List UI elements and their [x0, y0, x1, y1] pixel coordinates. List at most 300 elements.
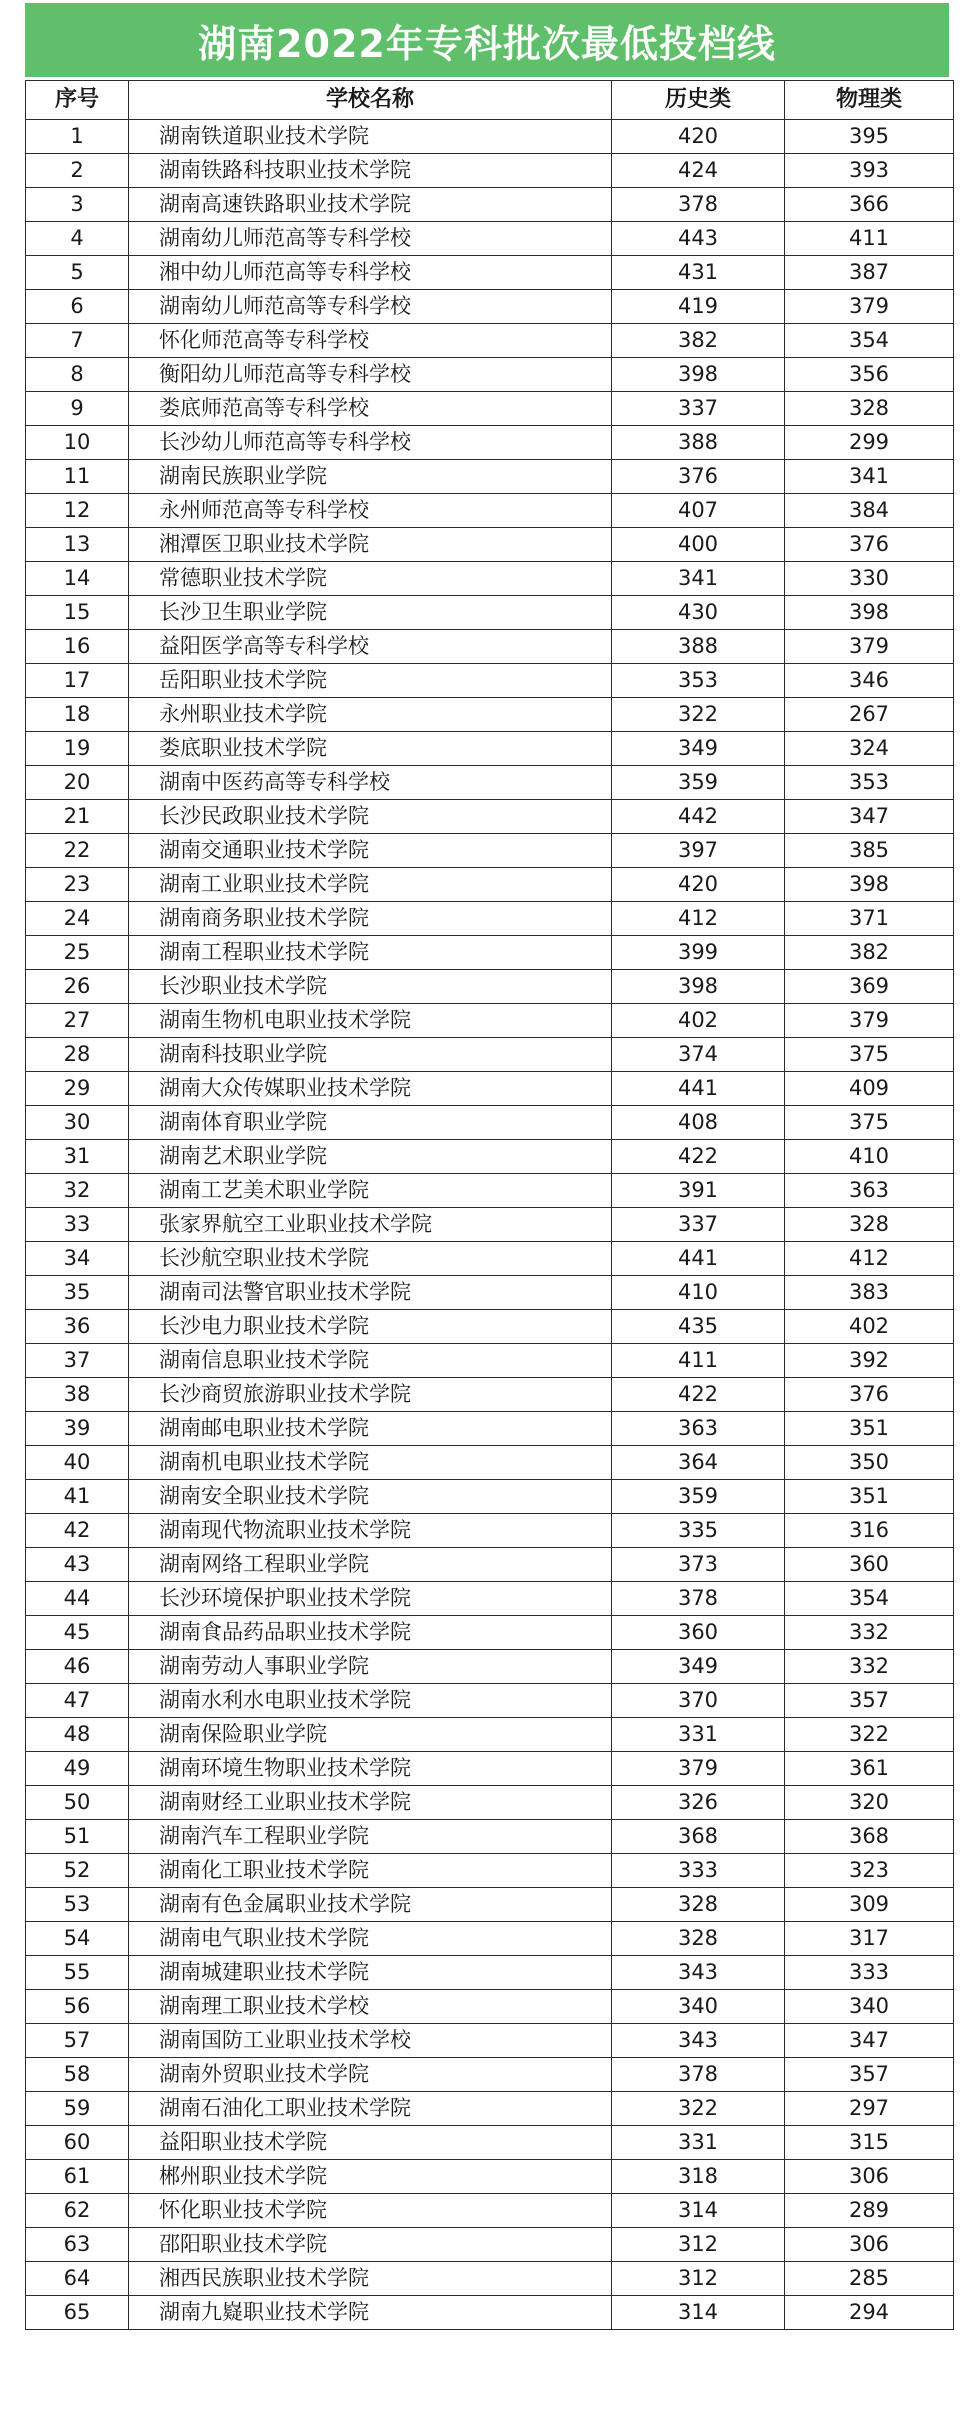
physics-score: 285: [785, 2262, 954, 2296]
physics-score: 317: [785, 1922, 954, 1956]
table-row: [26, 1038, 954, 1072]
school-name: 湖南保险职业学院: [129, 1718, 612, 1752]
school-name: 岳阳职业技术学院: [129, 664, 612, 698]
history-score: 410: [612, 1276, 785, 1310]
history-score: 341: [612, 562, 785, 596]
school-name: 湖南工艺美术职业学院: [129, 1174, 612, 1208]
history-score: 349: [612, 1650, 785, 1684]
row-number: 13: [26, 528, 129, 562]
history-score: 314: [612, 2194, 785, 2228]
history-score: 422: [612, 1140, 785, 1174]
table-row: [26, 2296, 954, 2330]
row-number: 27: [26, 1004, 129, 1038]
row-number: 34: [26, 1242, 129, 1276]
row-number: 3: [26, 188, 129, 222]
school-name: 湖南城建职业技术学院: [129, 1956, 612, 1990]
header-school-name: 学校名称: [129, 81, 612, 120]
header-no: 序号: [26, 81, 129, 120]
history-score: 441: [612, 1242, 785, 1276]
physics-score: 353: [785, 766, 954, 800]
table-row: [26, 834, 954, 868]
row-number: 18: [26, 698, 129, 732]
row-number: 43: [26, 1548, 129, 1582]
history-score: 407: [612, 494, 785, 528]
physics-score: 341: [785, 460, 954, 494]
history-score: 435: [612, 1310, 785, 1344]
row-number: 37: [26, 1344, 129, 1378]
row-number: 9: [26, 392, 129, 426]
table-row: [26, 1650, 954, 1684]
school-name: 湖南工业职业技术学院: [129, 868, 612, 902]
table-row: [26, 392, 954, 426]
physics-score: 297: [785, 2092, 954, 2126]
physics-score: 324: [785, 732, 954, 766]
physics-score: 350: [785, 1446, 954, 1480]
table-row: [26, 766, 954, 800]
physics-score: 398: [785, 868, 954, 902]
table-row: [26, 596, 954, 630]
physics-score: 294: [785, 2296, 954, 2330]
physics-score: 267: [785, 698, 954, 732]
school-name: 湖南商务职业技术学院: [129, 902, 612, 936]
physics-score: 398: [785, 596, 954, 630]
history-score: 360: [612, 1616, 785, 1650]
row-number: 44: [26, 1582, 129, 1616]
table-row: [26, 154, 954, 188]
table-row: [26, 1786, 954, 1820]
school-name: 娄底职业技术学院: [129, 732, 612, 766]
school-name: 湖南体育职业学院: [129, 1106, 612, 1140]
history-score: 412: [612, 902, 785, 936]
physics-score: 309: [785, 1888, 954, 1922]
row-number: 41: [26, 1480, 129, 1514]
row-number: 57: [26, 2024, 129, 2058]
row-number: 22: [26, 834, 129, 868]
physics-score: 371: [785, 902, 954, 936]
table-row: [26, 426, 954, 460]
school-name: 怀化师范高等专科学校: [129, 324, 612, 358]
physics-score: 411: [785, 222, 954, 256]
school-name: 湖南司法警官职业技术学院: [129, 1276, 612, 1310]
row-number: 47: [26, 1684, 129, 1718]
history-score: 337: [612, 392, 785, 426]
school-name: 湖南有色金属职业技术学院: [129, 1888, 612, 1922]
history-score: 398: [612, 358, 785, 392]
history-score: 399: [612, 936, 785, 970]
school-name: 湖南信息职业技术学院: [129, 1344, 612, 1378]
school-name: 湖南电气职业技术学院: [129, 1922, 612, 1956]
physics-score: 379: [785, 1004, 954, 1038]
physics-score: 328: [785, 1208, 954, 1242]
physics-score: 323: [785, 1854, 954, 1888]
school-name: 湖南幼儿师范高等专科学校: [129, 290, 612, 324]
physics-score: 289: [785, 2194, 954, 2228]
physics-score: 306: [785, 2228, 954, 2262]
row-number: 35: [26, 1276, 129, 1310]
row-number: 64: [26, 2262, 129, 2296]
history-score: 331: [612, 2126, 785, 2160]
table-row: [26, 1412, 954, 1446]
history-score: 364: [612, 1446, 785, 1480]
row-number: 38: [26, 1378, 129, 1412]
table-row: [26, 1446, 954, 1480]
physics-score: 322: [785, 1718, 954, 1752]
table-row: [26, 1174, 954, 1208]
table-row: [26, 664, 954, 698]
table-row: [26, 2092, 954, 2126]
school-name: 怀化职业技术学院: [129, 2194, 612, 2228]
history-score: 378: [612, 188, 785, 222]
row-number: 31: [26, 1140, 129, 1174]
history-score: 374: [612, 1038, 785, 1072]
school-name: 湘潭医卫职业技术学院: [129, 528, 612, 562]
row-number: 54: [26, 1922, 129, 1956]
school-name: 湖南国防工业职业技术学校: [129, 2024, 612, 2058]
row-number: 20: [26, 766, 129, 800]
physics-score: 363: [785, 1174, 954, 1208]
physics-score: 375: [785, 1038, 954, 1072]
history-score: 349: [612, 732, 785, 766]
history-score: 378: [612, 1582, 785, 1616]
history-score: 337: [612, 1208, 785, 1242]
row-number: 30: [26, 1106, 129, 1140]
table-row: [26, 1140, 954, 1174]
table-row: [26, 1310, 954, 1344]
history-score: 368: [612, 1820, 785, 1854]
physics-score: 366: [785, 188, 954, 222]
table-row: [26, 800, 954, 834]
header-physics: 物理类: [785, 81, 954, 120]
history-score: 398: [612, 970, 785, 1004]
row-number: 63: [26, 2228, 129, 2262]
history-score: 391: [612, 1174, 785, 1208]
history-score: 312: [612, 2228, 785, 2262]
table-row: [26, 1208, 954, 1242]
school-name: 湖南幼儿师范高等专科学校: [129, 222, 612, 256]
score-table: [25, 80, 954, 2330]
history-score: 388: [612, 630, 785, 664]
history-score: 333: [612, 1854, 785, 1888]
history-score: 424: [612, 154, 785, 188]
physics-score: 368: [785, 1820, 954, 1854]
history-score: 422: [612, 1378, 785, 1412]
table-row: [26, 1854, 954, 1888]
physics-score: 330: [785, 562, 954, 596]
row-number: 36: [26, 1310, 129, 1344]
row-number: 56: [26, 1990, 129, 2024]
row-number: 28: [26, 1038, 129, 1072]
row-number: 4: [26, 222, 129, 256]
table-row: [26, 1276, 954, 1310]
physics-score: 332: [785, 1650, 954, 1684]
school-name: 湖南中医药高等专科学校: [129, 766, 612, 800]
table-row: [26, 1922, 954, 1956]
physics-score: 379: [785, 630, 954, 664]
school-name: 湖南机电职业技术学院: [129, 1446, 612, 1480]
table-row: [26, 1514, 954, 1548]
table-row: [26, 1072, 954, 1106]
school-name: 衡阳幼儿师范高等专科学校: [129, 358, 612, 392]
table-row: [26, 1956, 954, 1990]
table-body: [26, 120, 954, 2330]
physics-score: 410: [785, 1140, 954, 1174]
row-number: 19: [26, 732, 129, 766]
table-row: [26, 936, 954, 970]
table-row: [26, 1242, 954, 1276]
school-name: 长沙民政职业技术学院: [129, 800, 612, 834]
table-row: [26, 222, 954, 256]
physics-score: 346: [785, 664, 954, 698]
physics-score: 379: [785, 290, 954, 324]
history-score: 442: [612, 800, 785, 834]
physics-score: 351: [785, 1480, 954, 1514]
physics-score: 393: [785, 154, 954, 188]
history-score: 326: [612, 1786, 785, 1820]
history-score: 443: [612, 222, 785, 256]
school-name: 长沙环境保护职业技术学院: [129, 1582, 612, 1616]
table-row: [26, 324, 954, 358]
school-name: 湖南水利水电职业技术学院: [129, 1684, 612, 1718]
row-number: 5: [26, 256, 129, 290]
physics-score: 356: [785, 358, 954, 392]
school-name: 永州师范高等专科学校: [129, 494, 612, 528]
table-row: [26, 358, 954, 392]
physics-score: 361: [785, 1752, 954, 1786]
physics-score: 376: [785, 528, 954, 562]
school-name: 湖南九嶷职业技术学院: [129, 2296, 612, 2330]
physics-score: 409: [785, 1072, 954, 1106]
physics-score: 315: [785, 2126, 954, 2160]
physics-score: 382: [785, 936, 954, 970]
row-number: 2: [26, 154, 129, 188]
history-score: 419: [612, 290, 785, 324]
row-number: 1: [26, 120, 129, 154]
history-score: 359: [612, 766, 785, 800]
row-number: 42: [26, 1514, 129, 1548]
history-score: 431: [612, 256, 785, 290]
school-name: 湖南民族职业学院: [129, 460, 612, 494]
school-name: 湖南工程职业技术学院: [129, 936, 612, 970]
physics-score: 347: [785, 800, 954, 834]
history-score: 402: [612, 1004, 785, 1038]
school-name: 永州职业技术学院: [129, 698, 612, 732]
school-name: 湖南艺术职业学院: [129, 1140, 612, 1174]
history-score: 328: [612, 1888, 785, 1922]
school-name: 长沙航空职业技术学院: [129, 1242, 612, 1276]
row-number: 48: [26, 1718, 129, 1752]
row-number: 52: [26, 1854, 129, 1888]
row-number: 61: [26, 2160, 129, 2194]
physics-score: 328: [785, 392, 954, 426]
table-row: [26, 1990, 954, 2024]
physics-score: 387: [785, 256, 954, 290]
physics-score: 333: [785, 1956, 954, 1990]
row-number: 21: [26, 800, 129, 834]
physics-score: 316: [785, 1514, 954, 1548]
table-row: [26, 970, 954, 1004]
table-row: [26, 1378, 954, 1412]
row-number: 6: [26, 290, 129, 324]
history-score: 370: [612, 1684, 785, 1718]
history-score: 408: [612, 1106, 785, 1140]
history-score: 376: [612, 460, 785, 494]
school-name: 湖南网络工程职业学院: [129, 1548, 612, 1582]
history-score: 400: [612, 528, 785, 562]
history-score: 312: [612, 2262, 785, 2296]
table-row: [26, 290, 954, 324]
school-name: 益阳职业技术学院: [129, 2126, 612, 2160]
history-score: 411: [612, 1344, 785, 1378]
school-name: 娄底师范高等专科学校: [129, 392, 612, 426]
school-name: 长沙商贸旅游职业技术学院: [129, 1378, 612, 1412]
history-score: 353: [612, 664, 785, 698]
table-row: [26, 562, 954, 596]
physics-score: 320: [785, 1786, 954, 1820]
row-number: 59: [26, 2092, 129, 2126]
table-row: [26, 1106, 954, 1140]
physics-score: 332: [785, 1616, 954, 1650]
school-name: 郴州职业技术学院: [129, 2160, 612, 2194]
school-name: 湖南生物机电职业技术学院: [129, 1004, 612, 1038]
school-name: 湖南外贸职业技术学院: [129, 2058, 612, 2092]
history-score: 420: [612, 120, 785, 154]
history-score: 378: [612, 2058, 785, 2092]
row-number: 8: [26, 358, 129, 392]
row-number: 50: [26, 1786, 129, 1820]
row-number: 17: [26, 664, 129, 698]
history-score: 359: [612, 1480, 785, 1514]
school-name: 湖南劳动人事职业学院: [129, 1650, 612, 1684]
table-row: [26, 630, 954, 664]
row-number: 15: [26, 596, 129, 630]
physics-score: 369: [785, 970, 954, 1004]
table-row: [26, 1684, 954, 1718]
history-score: 318: [612, 2160, 785, 2194]
page-title: 湖南2022年专科批次最低投档线: [25, 3, 949, 77]
row-number: 58: [26, 2058, 129, 2092]
school-name: 长沙幼儿师范高等专科学校: [129, 426, 612, 460]
row-number: 11: [26, 460, 129, 494]
school-name: 湖南汽车工程职业学院: [129, 1820, 612, 1854]
history-score: 340: [612, 1990, 785, 2024]
history-score: 363: [612, 1412, 785, 1446]
school-name: 湘中幼儿师范高等专科学校: [129, 256, 612, 290]
history-score: 397: [612, 834, 785, 868]
row-number: 7: [26, 324, 129, 358]
school-name: 湖南交通职业技术学院: [129, 834, 612, 868]
table-row: [26, 732, 954, 766]
school-name: 湖南铁道职业技术学院: [129, 120, 612, 154]
physics-score: 395: [785, 120, 954, 154]
physics-score: 376: [785, 1378, 954, 1412]
history-score: 379: [612, 1752, 785, 1786]
physics-score: 354: [785, 324, 954, 358]
table-row: [26, 2262, 954, 2296]
table-row: [26, 1616, 954, 1650]
school-name: 湖南财经工业职业技术学院: [129, 1786, 612, 1820]
school-name: 湖南大众传媒职业技术学院: [129, 1072, 612, 1106]
table-row: [26, 1888, 954, 1922]
physics-score: 299: [785, 426, 954, 460]
row-number: 49: [26, 1752, 129, 1786]
table-row: [26, 2024, 954, 2058]
physics-score: 347: [785, 2024, 954, 2058]
history-score: 343: [612, 2024, 785, 2058]
row-number: 16: [26, 630, 129, 664]
row-number: 62: [26, 2194, 129, 2228]
row-number: 33: [26, 1208, 129, 1242]
table-row: [26, 2160, 954, 2194]
school-name: 湖南理工职业技术学校: [129, 1990, 612, 2024]
physics-score: 357: [785, 2058, 954, 2092]
history-score: 331: [612, 1718, 785, 1752]
row-number: 26: [26, 970, 129, 1004]
history-score: 343: [612, 1956, 785, 1990]
row-number: 24: [26, 902, 129, 936]
row-number: 51: [26, 1820, 129, 1854]
row-number: 60: [26, 2126, 129, 2160]
history-score: 322: [612, 2092, 785, 2126]
school-name: 湖南石油化工职业技术学院: [129, 2092, 612, 2126]
school-name: 湘西民族职业技术学院: [129, 2262, 612, 2296]
table-row: [26, 1480, 954, 1514]
school-name: 长沙职业技术学院: [129, 970, 612, 1004]
physics-score: 385: [785, 834, 954, 868]
physics-score: 392: [785, 1344, 954, 1378]
row-number: 45: [26, 1616, 129, 1650]
history-score: 441: [612, 1072, 785, 1106]
table-row: [26, 1582, 954, 1616]
history-score: 335: [612, 1514, 785, 1548]
school-name: 湖南化工职业技术学院: [129, 1854, 612, 1888]
physics-score: 375: [785, 1106, 954, 1140]
table-row: [26, 256, 954, 290]
row-number: 29: [26, 1072, 129, 1106]
table-row: [26, 2126, 954, 2160]
physics-score: 351: [785, 1412, 954, 1446]
row-number: 55: [26, 1956, 129, 1990]
physics-score: 402: [785, 1310, 954, 1344]
table-header-row: [26, 81, 954, 120]
physics-score: 412: [785, 1242, 954, 1276]
history-score: 373: [612, 1548, 785, 1582]
school-name: 湖南食品药品职业技术学院: [129, 1616, 612, 1650]
table-row: [26, 1344, 954, 1378]
history-score: 328: [612, 1922, 785, 1956]
school-name: 长沙电力职业技术学院: [129, 1310, 612, 1344]
table-row: [26, 698, 954, 732]
history-score: 322: [612, 698, 785, 732]
table-row: [26, 188, 954, 222]
school-name: 张家界航空工业职业技术学院: [129, 1208, 612, 1242]
table-row: [26, 2228, 954, 2262]
table-row: [26, 868, 954, 902]
table-row: [26, 528, 954, 562]
physics-score: 340: [785, 1990, 954, 2024]
school-name: 湖南邮电职业技术学院: [129, 1412, 612, 1446]
row-number: 65: [26, 2296, 129, 2330]
table-row: [26, 120, 954, 154]
row-number: 25: [26, 936, 129, 970]
table-row: [26, 1548, 954, 1582]
school-name: 益阳医学高等专科学校: [129, 630, 612, 664]
physics-score: 306: [785, 2160, 954, 2194]
row-number: 23: [26, 868, 129, 902]
table-row: [26, 1718, 954, 1752]
table-row: [26, 494, 954, 528]
row-number: 40: [26, 1446, 129, 1480]
row-number: 46: [26, 1650, 129, 1684]
